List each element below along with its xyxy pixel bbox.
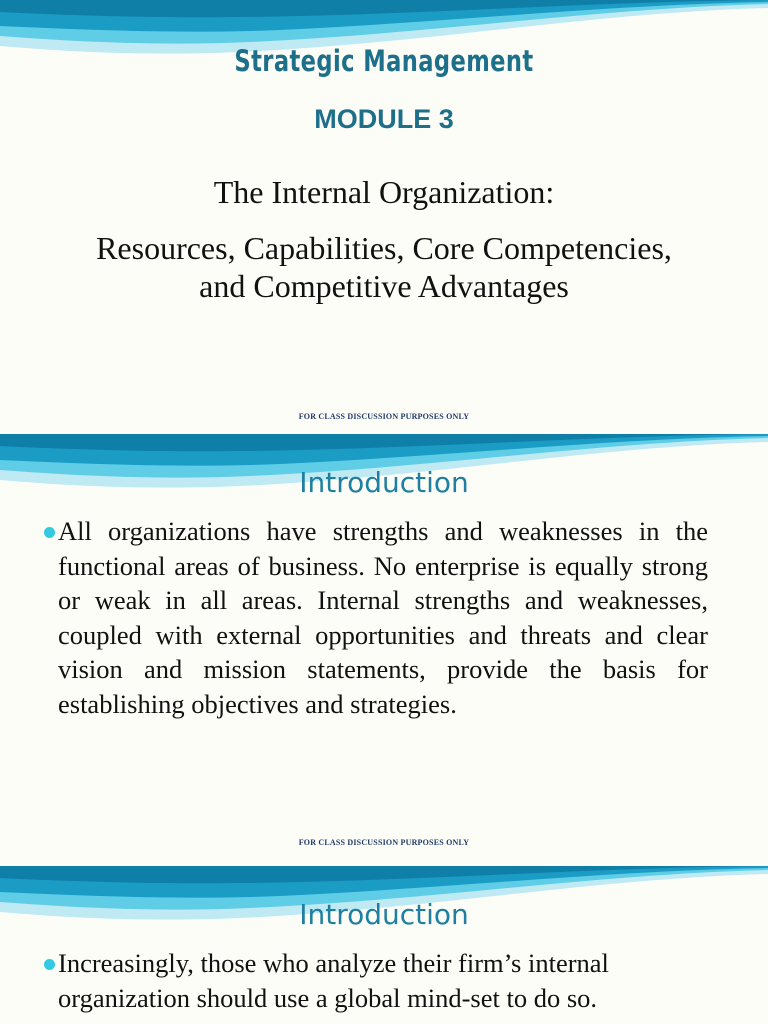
slide-2	[0, 434, 768, 864]
slide-heading: Introduction	[299, 466, 469, 499]
bullet-dot-icon	[44, 959, 55, 970]
bullet-dot-icon	[44, 527, 55, 538]
module-label: MODULE 3	[314, 104, 454, 134]
slide-footer: FOR CLASS DISCUSSION PURPOSES ONLY	[298, 838, 470, 847]
bullet-text: Increasingly, those who analyze their firm’s internal organization should use a global mind-set to do so.	[58, 948, 609, 1013]
bullet-text: All organizations have strengths and weaknesses in the functional areas of business. No enterprise is equally strong or weak in all areas. Internal strengths and weaknesses, coupled with external opportunities and threats and clear vision and mission statements, provide the basis for establishing objectives and strategies.	[58, 516, 708, 719]
bullet-item	[38, 514, 708, 722]
slide-footer: FOR CLASS DISCUSSION PURPOSES ONLY	[298, 412, 470, 421]
slide-1	[0, 0, 768, 432]
subtitle-line-2: Resources, Capabilities, Core Competencies,	[96, 230, 672, 266]
bullet-item	[38, 946, 708, 1015]
presentation-title: Strategic Management	[234, 44, 534, 78]
slide-3	[0, 866, 768, 1024]
subtitle-line-1: The Internal Organization:	[213, 174, 555, 210]
subtitle-line-3: and Competitive Advantages	[199, 268, 569, 304]
slide-heading: Introduction	[299, 898, 469, 931]
